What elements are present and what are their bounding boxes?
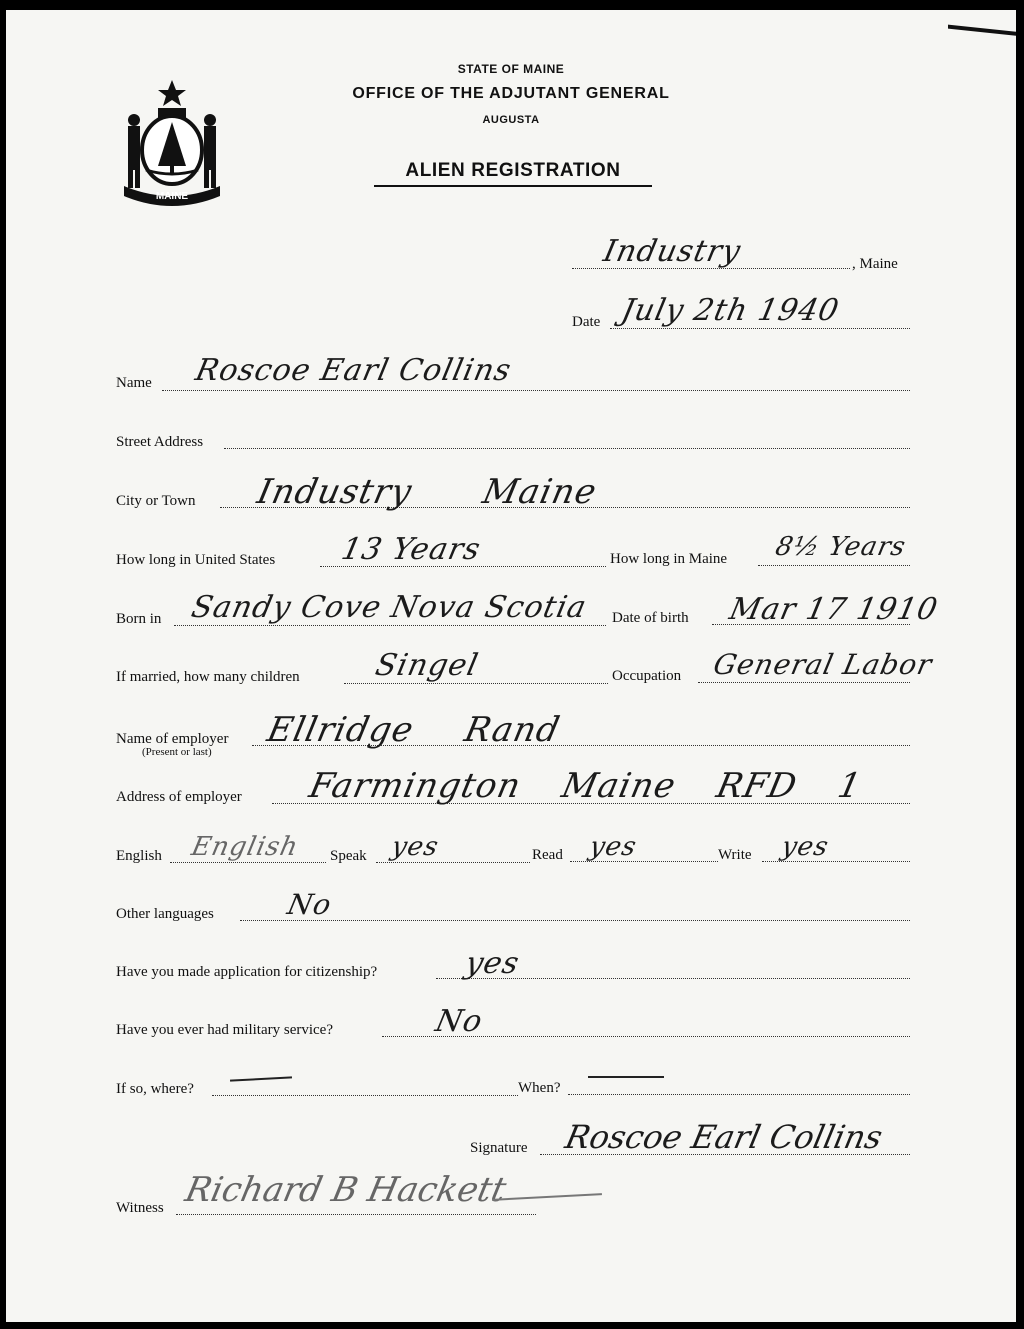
citizenship-label: Have you made application for citizenship? bbox=[116, 964, 378, 980]
how-long-us-value: 13 Years bbox=[338, 532, 485, 567]
town-value: Industry bbox=[600, 234, 745, 269]
occupation-label: Occupation bbox=[612, 668, 682, 684]
office-heading: OFFICE OF THE ADJUTANT GENERAL bbox=[352, 85, 670, 102]
signature-value: Roscoe Earl Collins bbox=[561, 1118, 886, 1156]
when-dash-mark bbox=[588, 1076, 664, 1078]
read-value: yes bbox=[586, 832, 640, 862]
date-label: Date bbox=[572, 314, 601, 330]
registration-form bbox=[6, 10, 1016, 1322]
maine-label: , Maine bbox=[852, 256, 898, 272]
other-languages-label: Other languages bbox=[116, 906, 214, 922]
born-in-value: Sandy Cove Nova Scotia bbox=[188, 590, 591, 625]
name-label: Name bbox=[116, 375, 152, 391]
born-in-label: Born in bbox=[116, 611, 162, 627]
employer-address-label: Address of employer bbox=[116, 789, 242, 805]
read-label: Read bbox=[532, 847, 563, 863]
signature-label: Signature bbox=[470, 1140, 528, 1156]
seal-banner-text: MAINE bbox=[155, 191, 189, 202]
city-heading: AUGUSTA bbox=[482, 114, 540, 126]
city-or-town-label: City or Town bbox=[116, 493, 196, 509]
date-of-birth-label: Date of birth bbox=[612, 610, 689, 626]
employer-note: (Present or last) bbox=[142, 746, 212, 758]
speak-value: yes bbox=[388, 832, 442, 862]
state-heading: STATE OF MAINE bbox=[457, 62, 565, 76]
write-value: yes bbox=[778, 832, 832, 862]
how-long-us-label: How long in United States bbox=[116, 552, 276, 568]
write-label: Write bbox=[718, 847, 752, 863]
military-label: Have you ever had military service? bbox=[116, 1022, 333, 1038]
where-label: If so, where? bbox=[116, 1081, 194, 1097]
children-value: Singel bbox=[372, 648, 482, 683]
other-languages-value: No bbox=[284, 888, 335, 921]
witness-value: Richard B Hackett bbox=[181, 1170, 510, 1210]
witness-label: Witness bbox=[116, 1200, 164, 1216]
witness-flourish-mark bbox=[492, 1193, 602, 1201]
date-value: July 2th 1940 bbox=[618, 293, 843, 328]
form-title: ALIEN REGISTRATION bbox=[374, 160, 652, 187]
when-label: When? bbox=[518, 1080, 561, 1096]
military-value: No bbox=[432, 1004, 487, 1039]
page-fold bbox=[948, 10, 1016, 36]
street-address-label: Street Address bbox=[116, 434, 204, 450]
how-long-maine-label: How long in Maine bbox=[610, 551, 728, 567]
occupation-value: General Labor bbox=[710, 648, 936, 681]
speak-label: Speak bbox=[330, 848, 367, 864]
citizenship-value: yes bbox=[462, 946, 523, 981]
english-label: English bbox=[116, 848, 162, 864]
english-value: English bbox=[188, 832, 302, 862]
employer-value: Ellridge Rand bbox=[263, 710, 564, 750]
employer-label: Name of employer bbox=[116, 731, 229, 747]
city-or-town-value: Industry Maine bbox=[253, 472, 601, 512]
where-dash-mark bbox=[230, 1076, 292, 1081]
how-long-maine-value: 8½ Years bbox=[772, 532, 909, 562]
children-label: If married, how many children bbox=[116, 669, 300, 685]
name-value: Roscoe Earl Collins bbox=[192, 353, 515, 388]
employer-address-value: Farmington Maine RFD 1 bbox=[305, 766, 866, 806]
date-of-birth-value: Mar 17 1910 bbox=[726, 592, 942, 627]
